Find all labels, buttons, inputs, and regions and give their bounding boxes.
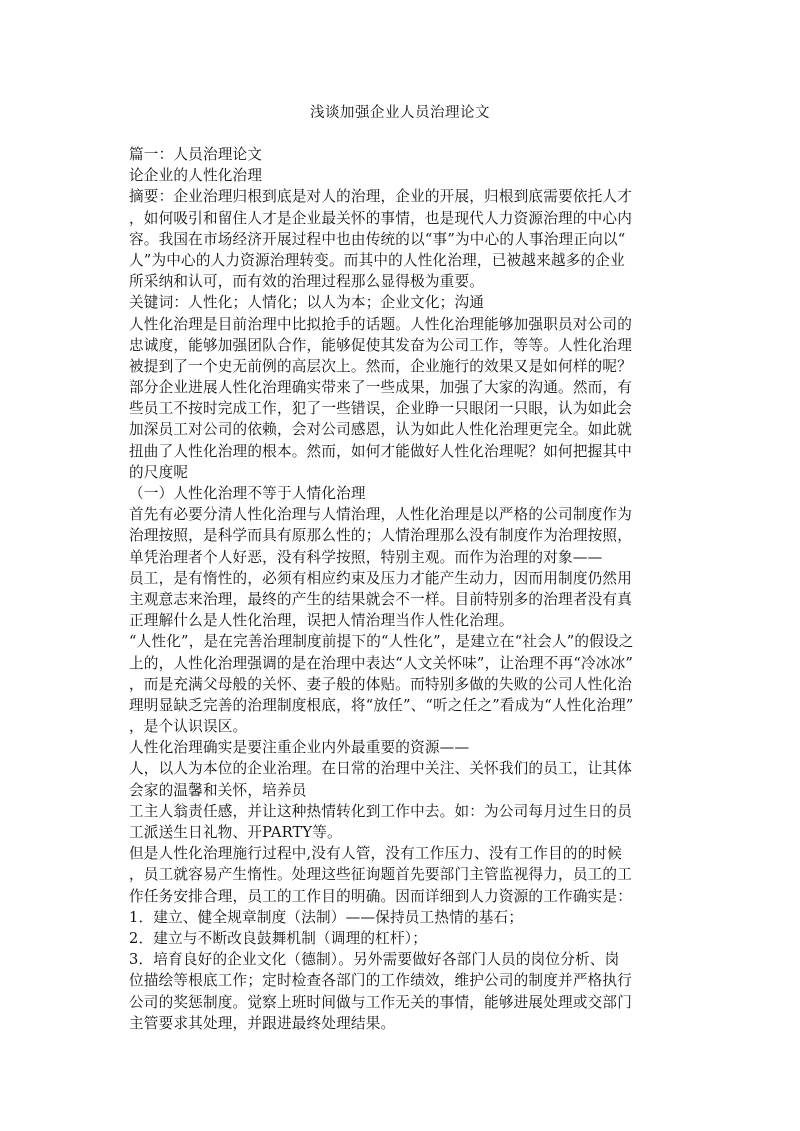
- text-line: （一）人性化治理不等于人情化治理: [129, 485, 366, 502]
- text-line: 人，以人为本位的企业治理。在日常的治理中关注、关怀我们的员工，让其体: [129, 760, 632, 778]
- text-line: 正理解什么是人性化治理，误把人情治理当作人性化治理。: [129, 612, 514, 630]
- text-line: 工主人翁责任感，并让这种热情转化到工作中去。如：为公司每月过生日的员: [129, 802, 632, 820]
- text-line: 些员工不按时完成工作，犯了一些错误，企业睁一只眼闭一只眼，认为如此会: [129, 400, 632, 418]
- text-line: 部分企业进展人性化治理确实带来了一些成果，加强了大家的沟通。然而，有: [129, 379, 632, 397]
- document-title: 浅谈加强企业人员治理论文: [310, 105, 490, 121]
- text-line: 首先有必要分清人性化治理与人情治理，人性化治理是以严格的公司制度作为: [129, 506, 632, 524]
- text-line: 篇一：人员治理论文: [129, 146, 263, 163]
- text-line: 扭曲了人性化治理的根本。然而，如何才能做好人性化治理呢？如何把握其中: [129, 442, 632, 460]
- text-line: 3．培育良好的企业文化（德制）。另外需要做好各部门人员的岗位分析、岗: [129, 951, 620, 969]
- text-line: 理明显缺乏完善的治理制度根底，将“放任”、“听之任之”看成为“人性化治理”: [129, 696, 634, 714]
- text-line: 人”为中心的人力资源治理转变。而其中的人性化治理，已被越来越多的企业: [129, 251, 625, 269]
- text-line: 加深员工对公司的依赖，会对公司感恩，认为如此人性化治理更完全。如此就: [129, 421, 632, 439]
- text-line: 忠诚度，能够加强团队合作，能够促使其发奋为公司工作，等等。人性化治理: [129, 336, 632, 354]
- text-line: ，是个认识误区。: [129, 718, 248, 736]
- text-line: 主观意志来治理，最终的产生的结果就会不一样。目前特别多的治理者没有真: [129, 590, 632, 608]
- text-line: 员工，是有惰性的，必须有相应约束及压力才能产生动力，因而用制度仍然用: [129, 569, 632, 587]
- text-line: ，而是充满父母般的关怀、妻子般的体贴。而特别多做的失败的公司人性化治: [129, 675, 632, 693]
- text-line: 单凭治理者个人好恶，没有科学按照，特别主观。而作为治理的对象——: [129, 548, 603, 566]
- text-line: 上的，人性化治理强调的是在治理中表达“人文关怀味”，让治理不再“冷冰冰”: [129, 654, 634, 672]
- text-line: 公司的奖惩制度。觉察上班时间做与工作无关的事情，能够进展处理或交部门: [129, 993, 632, 1011]
- text-line: 容。我国在市场经济开展过程中也由传统的以“事”为中心的人事治理正向以“: [129, 230, 626, 248]
- text-line: 被提到了一个史无前例的高层次上。然而，企业施行的效果又是如何样的呢？: [129, 357, 632, 375]
- text-line: 摘要：企业治理归根到底是对人的治理，企业的开展，归根到底需要依托人才: [129, 188, 632, 206]
- text-line: 治理按照，是科学而具有原那么性的；人情治理那么没有制度作为治理按照，: [129, 527, 632, 545]
- text-line: ，如何吸引和留住人才是企业最关怀的事情，也是现代人力资源治理的中心内: [129, 209, 632, 227]
- text-line: 人性化治理确实是要注重企业内外最重要的资源——: [129, 739, 470, 757]
- text-line: 1．建立、健全规章制度（法制）——保持员工热情的基石；: [129, 908, 524, 926]
- text-line: 所采纳和认可，而有效的治理过程那么显得极为重要。: [129, 273, 485, 291]
- text-line: 工派送生日礼物、开PARTY等。: [129, 824, 342, 841]
- text-line: 主管要求其处理，并跟进最终处理结果。: [129, 1014, 396, 1032]
- text-line: 关键词：人性化；人情化；以人为本；企业文化；沟通: [129, 294, 485, 312]
- document-body: [129, 144, 681, 1034]
- text-line: 位描绘等根底工作；定时检查各部门的工作绩效，维护公司的制度并严格执行: [129, 972, 632, 990]
- text-line: 作任务安排合理，员工的工作目的明确。因而详细到人力资源的工作确实是：: [129, 887, 632, 905]
- text-line: 但是人性化治理施行过程中,没有人管，没有工作压力、没有工作目的的时候: [129, 845, 623, 863]
- text-line: 会家的温馨和关怀，培养员: [129, 781, 307, 799]
- text-line: “人性化”，是在完善治理制度前提下的“人性化”，是建立在“社会人”的假设之: [129, 633, 634, 651]
- text-line: 论企业的人性化治理: [129, 167, 263, 185]
- text-line: 2．建立与不断改良鼓舞机制（调理的杠杆）；: [129, 929, 428, 947]
- text-line: 的尺度呢: [129, 463, 189, 481]
- text-line: ，员工就容易产生惰性。处理这些征询题首先要部门主管监视得力，员工的工: [129, 866, 632, 884]
- text-line: 人性化治理是目前治理中比拟抢手的话题。人性化治理能够加强职员对公司的: [129, 315, 632, 333]
